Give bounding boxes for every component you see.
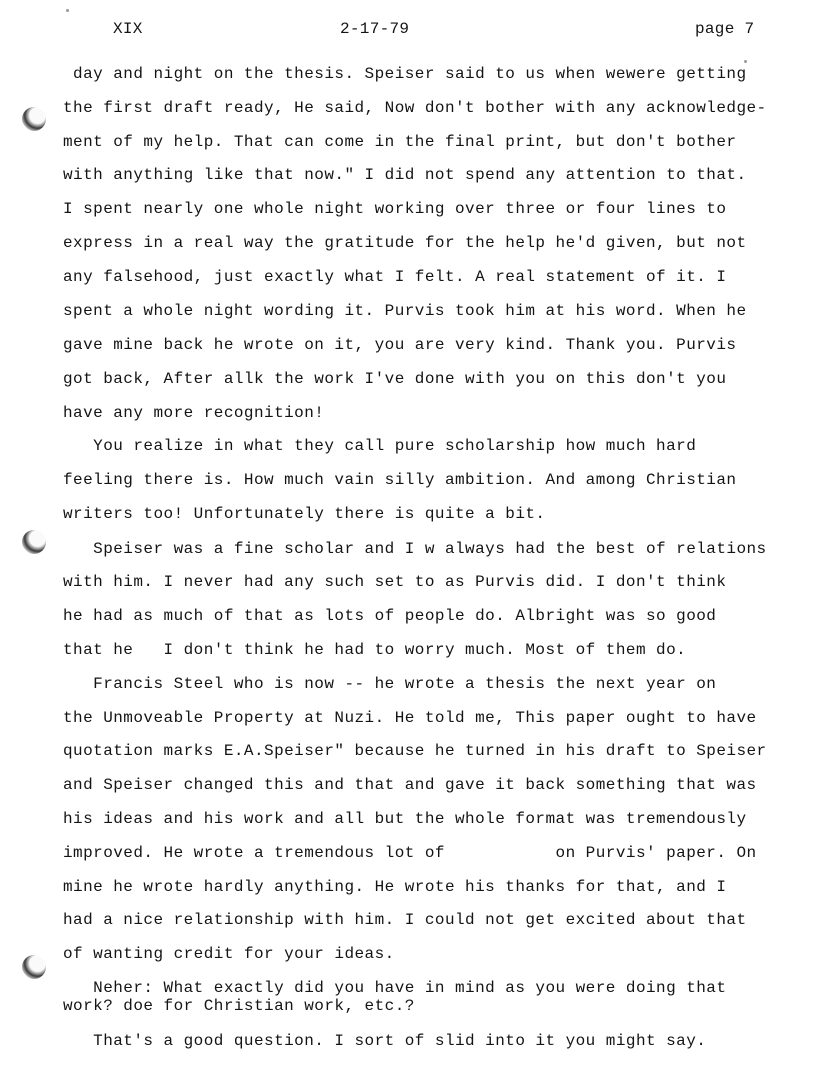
paper-speck xyxy=(744,60,747,63)
body-line: the Unmoveable Property at Nuzi. He told me, This paper ought to have xyxy=(63,709,757,727)
body-line: had a nice relationship with him. I could not get excited about that xyxy=(63,911,747,929)
header-page-number: page 7 xyxy=(695,20,755,38)
body-line: and Speiser changed this and that and gave it back something that was xyxy=(63,776,757,794)
body-line: You realize in what they call pure scholarship how much hard xyxy=(63,437,697,455)
header-date: 2-17-79 xyxy=(340,20,410,38)
body-line: any falsehood, just exactly what I felt. A real statement of it. I xyxy=(63,268,727,286)
body-line: quotation marks E.A.Speiser" because he turned in his draft to Speiser xyxy=(63,742,767,760)
body-line: work? doe for Christian work, etc.? xyxy=(63,997,415,1015)
body-line: mine he wrote hardly anything. He wrote his thanks for that, and I xyxy=(63,878,727,896)
body-line: That's a good question. I sort of slid into it you might say. xyxy=(63,1032,707,1050)
body-line: feeling there is. How much vain silly ambition. And among Christian xyxy=(63,471,737,489)
body-line: writers too! Unfortunately there is quite a bit. xyxy=(63,505,546,523)
body-line: I spent nearly one whole night working over three or four lines to xyxy=(63,200,727,218)
body-line: got back, After allk the work I've done with you on this don't you xyxy=(63,370,727,388)
body-line: have any more recognition! xyxy=(63,404,325,422)
body-line: with him. I never had any such set to as Purvis did. I don't think xyxy=(63,573,727,591)
body-line: Francis Steel who is now -- he wrote a thesis the next year on xyxy=(63,675,717,693)
body-line: improved. He wrote a tremendous lot of on Purvis' paper. On xyxy=(63,844,757,862)
body-line: that he I don't think he had to worry much. Most of them do. xyxy=(63,641,687,659)
punch-hole-icon xyxy=(22,107,46,131)
punch-hole-icon xyxy=(22,530,46,554)
body-line: with anything like that now." I did not spend any attention to that. xyxy=(63,166,747,184)
punch-hole-icon xyxy=(22,955,46,979)
body-line: gave mine back he wrote on it, you are very kind. Thank you. Purvis xyxy=(63,336,737,354)
body-line: ment of my help. That can come in the final print, but don't bother xyxy=(63,133,737,151)
body-line: he had as much of that as lots of people do. Albright was so good xyxy=(63,607,717,625)
body-line: the first draft ready, He said, Now don't bother with any acknowledge- xyxy=(63,99,767,117)
body-line: spent a whole night wording it. Purvis took him at his word. When he xyxy=(63,302,747,320)
body-line: Speiser was a fine scholar and I w always had the best of relations xyxy=(63,540,767,558)
body-line: Neher: What exactly did you have in mind as you were doing that xyxy=(63,979,727,997)
paper-speck xyxy=(66,9,69,12)
body-line: express in a real way the gratitude for the help he'd given, but not xyxy=(63,234,747,252)
body-line: day and night on the thesis. Speiser said to us when wewere getting xyxy=(63,65,747,83)
body-line: of wanting credit for your ideas. xyxy=(63,945,395,963)
header-volume: XIX xyxy=(113,20,143,38)
body-line: his ideas and his work and all but the whole format was tremendously xyxy=(63,810,747,828)
